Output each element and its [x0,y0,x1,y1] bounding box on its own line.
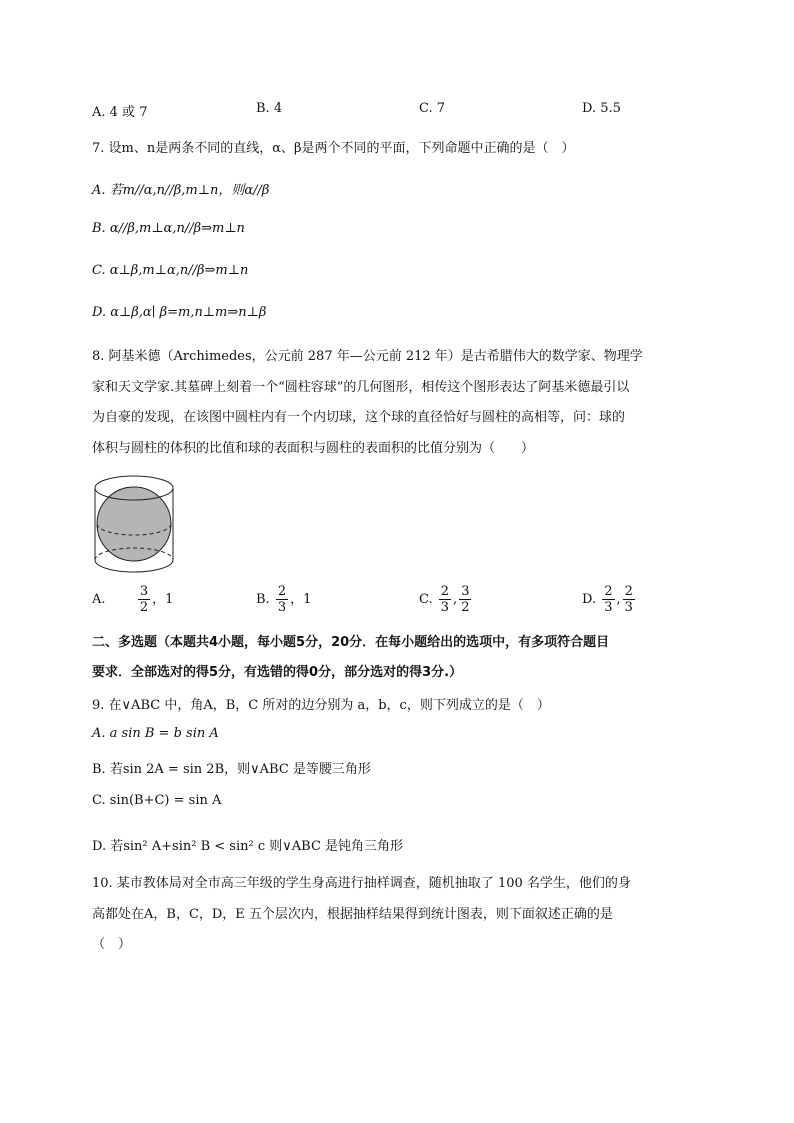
q8-d-denominator-1: 3 [604,600,613,615]
cylinder-sphere-figure [88,470,184,576]
section-2-heading-line-2: 要求．全部选对的得5分，有选错的得0分，部分选对的得3分.） [92,665,463,680]
q9-option-a: A. a sin B = b sin A [92,726,219,741]
q10-line-1: 10. 某市教体局对全市高三年级的学生身高进行抽样调查，随机抽取了 100 名学生，他们的身 [92,876,631,891]
q6-option-b: B. 4 [256,101,283,116]
q6-option-d: D. 5.5 [582,101,621,116]
q8-c-numerator-2: 3 [461,584,470,599]
q8-option-b-label: B. [256,592,270,607]
q8-option-a [92,584,173,615]
q8-d-denominator-2: 3 [624,600,633,615]
q8-line-2: 家和天文学家.其墓碑上刻着一个“圆柱容球”的几何图形，相传这个图形表达了阿基米德最引以 [92,380,630,395]
q8-d-separator: , [616,592,621,607]
q7-option-b: B. α//β,m⊥α,n//β⇒m⊥n [92,221,245,236]
q8-option-b [256,584,311,615]
q9-option-b: B. 若sin 2A = sin 2B，则∨ABC 是等腰三角形 [92,762,371,777]
q8-b-tail: ，1 [290,592,312,607]
q7-option-c: C. α⊥β,m⊥α,n//β⇒m⊥n [92,263,249,278]
q8-b-numerator: 2 [277,584,287,599]
q8-option-c [419,584,473,615]
q10-line-3: （ ） [92,937,132,952]
q8-option-d [582,584,637,615]
q8-c-separator: , [453,592,458,607]
q8-d-numerator-1: 2 [604,584,613,599]
q8-b-denominator: 3 [277,600,287,615]
q8-option-d-label: D. [582,592,597,607]
q8-c-denominator-1: 3 [440,600,450,615]
q9-stem: 9. 在∨ABC 中，角A，B，C 所对的边分别为 a，b，c，则下列成立的是（ ） [92,698,550,713]
q10-line-2: 高都处在A，B，C，D，E 五个层次内，根据抽样结果得到统计图表，则下面叙述正确的是 [92,907,613,922]
q8-d-numerator-2: 2 [624,584,633,599]
q8-option-c-label: C. [419,592,433,607]
q8-line-4: 体积与圆柱的体积的比值和球的表面积与圆柱的表面积的比值分别为（ ） [92,441,535,456]
q7-option-d: D. α⊥β,α∣ β=m,n⊥m⇒n⊥β [92,305,267,320]
q8-c-denominator-2: 2 [461,600,470,615]
q8-a-numerator: 3 [139,584,149,599]
q8-c-numerator-1: 2 [440,584,450,599]
q7-option-a: A. 若m//α,n//β,m⊥n，则α//β [92,183,270,198]
section-2-heading-line-1: 二、多选题（本题共4小题，每小题5分，20分．在每小题给出的选项中，有多项符合题目 [92,635,610,650]
q7-stem: 7. 设m、n是两条不同的直线，α、β是两个不同的平面，下列命题中正确的是（ ） [92,141,575,156]
q8-option-a-label: A. [92,592,106,607]
q6-option-a: A. 4 或 7 [92,105,148,120]
q8-line-3: 为自豪的发现，在该图中圆柱内有一个内切球，这个球的直径恰好与圆柱的高相等，问：球的 [92,410,626,425]
q8-a-tail: ，1 [152,592,174,607]
q8-a-denominator: 2 [139,600,149,615]
q9-option-c: C. sin(B+C) = sin A [92,793,222,808]
q9-option-d: D. 若sin² A+sin² B < sin² c 则∨ABC 是钝角三角形 [92,839,404,854]
q8-line-1: 8. 阿基米德（Archimedes，公元前 287 年—公元前 212 年）是古希腊伟大的数学家、物理学 [92,349,643,364]
q6-option-c: C. 7 [419,101,446,116]
